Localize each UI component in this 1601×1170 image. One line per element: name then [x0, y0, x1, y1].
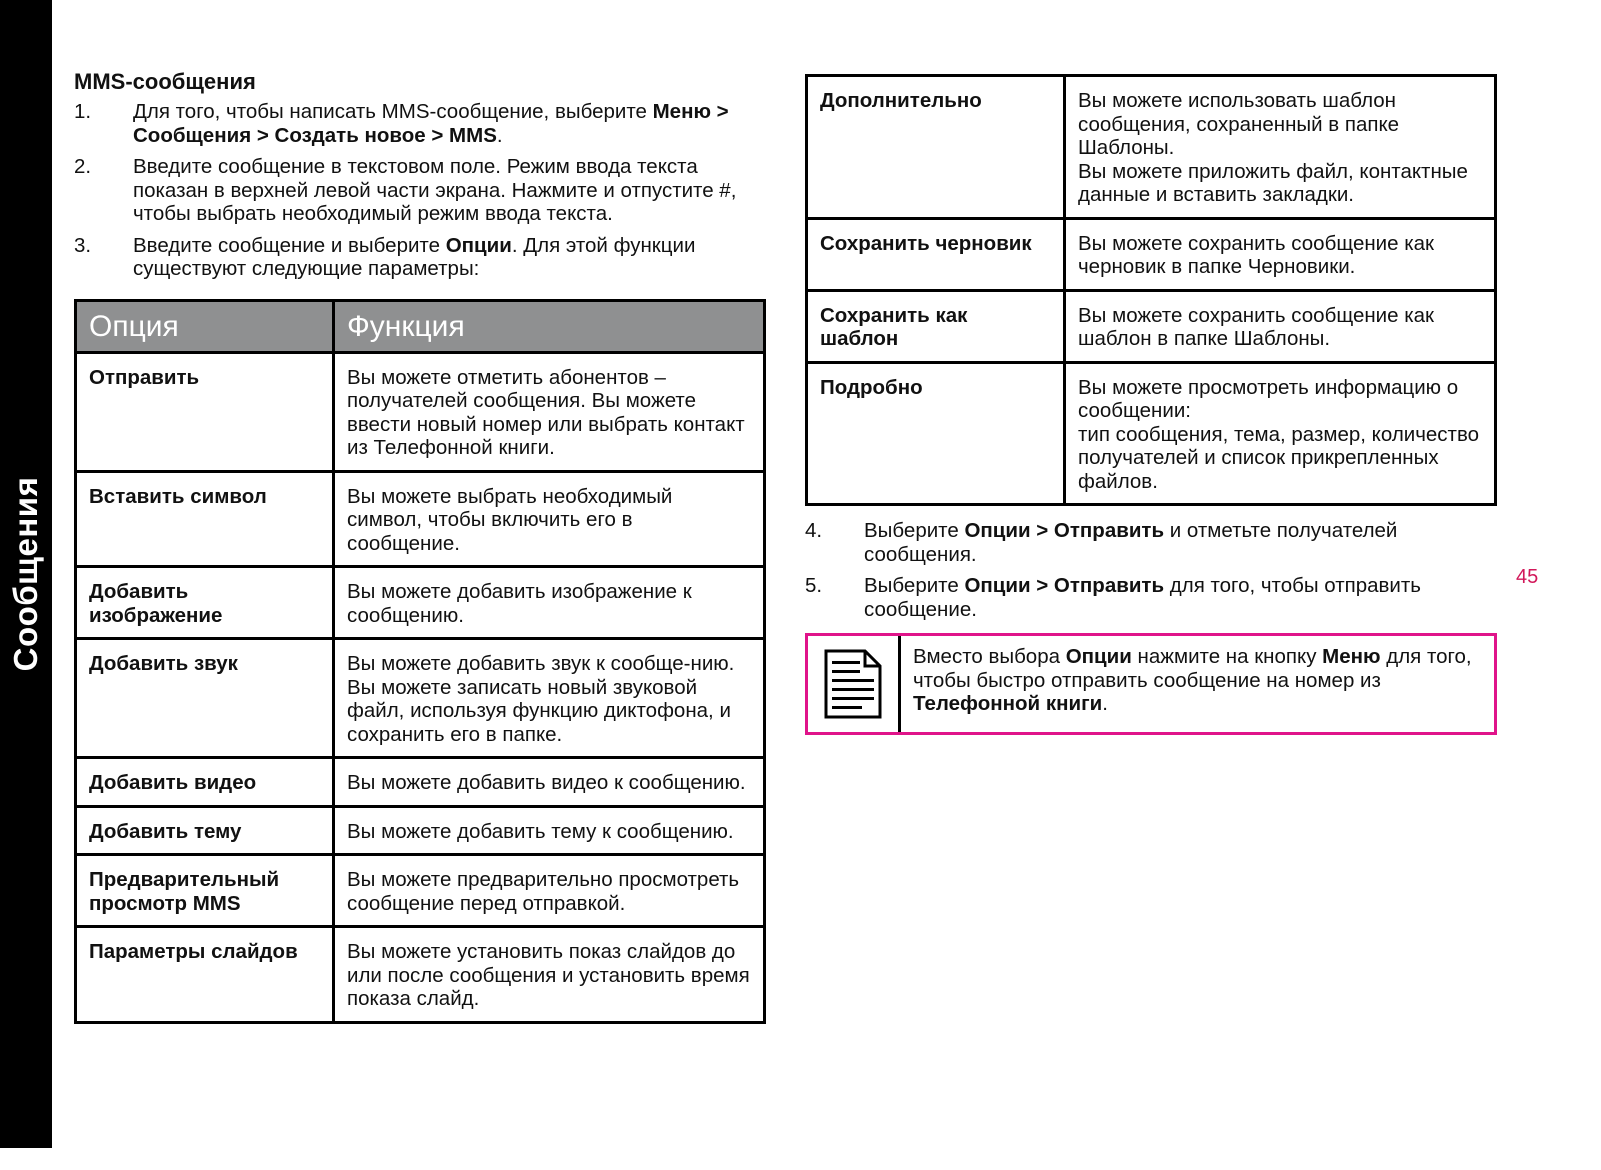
text-run: .	[1102, 692, 1108, 715]
options-table-continued	[805, 74, 1497, 506]
bold-text: Опции > Отправить	[964, 519, 1165, 542]
list-item	[74, 155, 766, 226]
bold-text: Опции > Отправить	[964, 574, 1165, 597]
note-document-icon	[823, 648, 883, 720]
text-run: . Для этой функции существуют следующие параметры:	[133, 233, 696, 280]
option-name: Подробно	[807, 362, 1065, 505]
text-run: Вместо выбора	[913, 645, 1066, 668]
header-option: Опция	[76, 300, 334, 352]
option-name: Добавить тему	[76, 806, 334, 855]
option-name: Добавить изображение	[76, 567, 334, 639]
option-name: Вставить символ	[76, 471, 334, 567]
bold-text: Опции	[445, 233, 512, 257]
option-function: Вы можете предварительно просмотреть сообщение перед отправкой.	[334, 855, 765, 927]
right-column	[805, 74, 1497, 735]
list-item	[805, 574, 1497, 621]
left-column	[74, 68, 766, 1024]
table-row	[807, 76, 1496, 219]
step-text	[133, 155, 766, 226]
steps-list-continued	[805, 519, 1497, 621]
table-row	[807, 362, 1496, 505]
step-text	[133, 234, 766, 281]
option-name: Параметры слайдов	[76, 927, 334, 1023]
note-text	[901, 636, 1494, 732]
bold-text: Телефонной книги	[913, 692, 1103, 715]
option-function: Вы можете добавить видео к сообщению.	[334, 758, 765, 807]
option-function: Вы можете просмотреть информацию о сообщении: тип сообщения, тема, размер, количество получателей и список прикрепленных файлов.	[1065, 362, 1496, 505]
option-function: Вы можете добавить тему к сообщению.	[334, 806, 765, 855]
chapter-sidebar	[0, 0, 52, 1148]
step-text	[133, 100, 766, 147]
option-name: Предварительный просмотр MMS	[76, 855, 334, 927]
section-title: MMS-сообщения	[74, 69, 256, 94]
page-number: 45	[1516, 566, 1539, 588]
text-run: для того, чтобы отправить сообщение.	[864, 574, 1421, 621]
table-header-row	[76, 300, 765, 352]
step-text	[864, 519, 1497, 566]
text-run: нажмите на кнопку	[1131, 645, 1323, 668]
step-number: 4.	[805, 519, 823, 542]
option-function: Вы можете сохранить сообщение как черновик в папке Черновики.	[1065, 218, 1496, 290]
step-number: 3.	[74, 233, 92, 257]
table-row	[76, 567, 765, 639]
option-function: Вы можете добавить звук к сообще-нию. Вы можете записать новый звуковой файл, используя функцию диктофона, и сохранить его в папке.	[334, 639, 765, 758]
steps-list	[74, 100, 766, 281]
step-number: 2.	[74, 155, 92, 178]
bold-text: Опции	[1065, 645, 1132, 668]
step-number: 5.	[805, 574, 823, 597]
text-run: для того, чтобы быстро отправить сообщение на номер из	[913, 645, 1472, 692]
list-item	[74, 234, 766, 281]
option-function: Вы можете отметить абонентов – получателей сообщения. Вы можете ввести новый номер или выбрать контакт из Телефонной книги.	[334, 352, 765, 471]
option-function: Вы можете сохранить сообщение как шаблон в папке Шаблоны.	[1065, 290, 1496, 362]
bold-text: Меню	[1322, 645, 1381, 668]
table-row	[76, 352, 765, 471]
chapter-title: Сообщения	[7, 476, 44, 672]
option-function: Вы можете установить показ слайдов до или после сообщения и установить время показа слайд.	[334, 927, 765, 1023]
option-name: Сохранить черновик	[807, 218, 1065, 290]
option-function: Вы можете использовать шаблон сообщения, сохраненный в папке Шаблоны. Вы можете приложить файл, контактные данные и вставить закладки.	[1065, 76, 1496, 219]
option-function: Вы можете выбрать необходимый символ, чтобы включить его в сообщение.	[334, 471, 765, 567]
header-function: Функция	[334, 300, 765, 352]
option-name: Отправить	[76, 352, 334, 471]
step-text	[864, 574, 1497, 621]
options-table	[74, 299, 766, 1024]
text-run: и отметьте получателей сообщения.	[864, 519, 1398, 566]
text-run: Выберите	[864, 574, 965, 597]
table-row	[76, 639, 765, 758]
table-row	[807, 290, 1496, 362]
text-run: Введите сообщение и выберите	[133, 233, 446, 257]
text-run: Выберите	[864, 519, 965, 542]
text-run: Введите сообщение в текстовом поле. Режим ввода текста показан в верхней левой части экрана. Нажмите и отпустите #, чтобы выбрать необходимый режим ввода текста.	[133, 155, 737, 225]
text-run: .	[496, 123, 503, 147]
note-icon-cell	[808, 636, 901, 732]
list-item	[74, 100, 766, 147]
option-function: Вы можете добавить изображение к сообщению.	[334, 567, 765, 639]
table-row	[76, 806, 765, 855]
option-name: Сохранить как шаблон	[807, 290, 1065, 362]
step-number: 1.	[74, 100, 92, 123]
option-name: Дополнительно	[807, 76, 1065, 219]
table-row	[76, 758, 765, 807]
table-row	[76, 855, 765, 927]
option-name: Добавить видео	[76, 758, 334, 807]
option-name: Добавить звук	[76, 639, 334, 758]
bold-text: Меню > Сообщения > Создать новое > MMS	[133, 100, 729, 147]
table-row	[76, 471, 765, 567]
list-item	[805, 519, 1497, 566]
table-row	[76, 927, 765, 1023]
note-box	[805, 633, 1497, 735]
text-run: Для того, чтобы написать MMS-сообщение, выберите	[133, 100, 653, 123]
table-row	[807, 218, 1496, 290]
